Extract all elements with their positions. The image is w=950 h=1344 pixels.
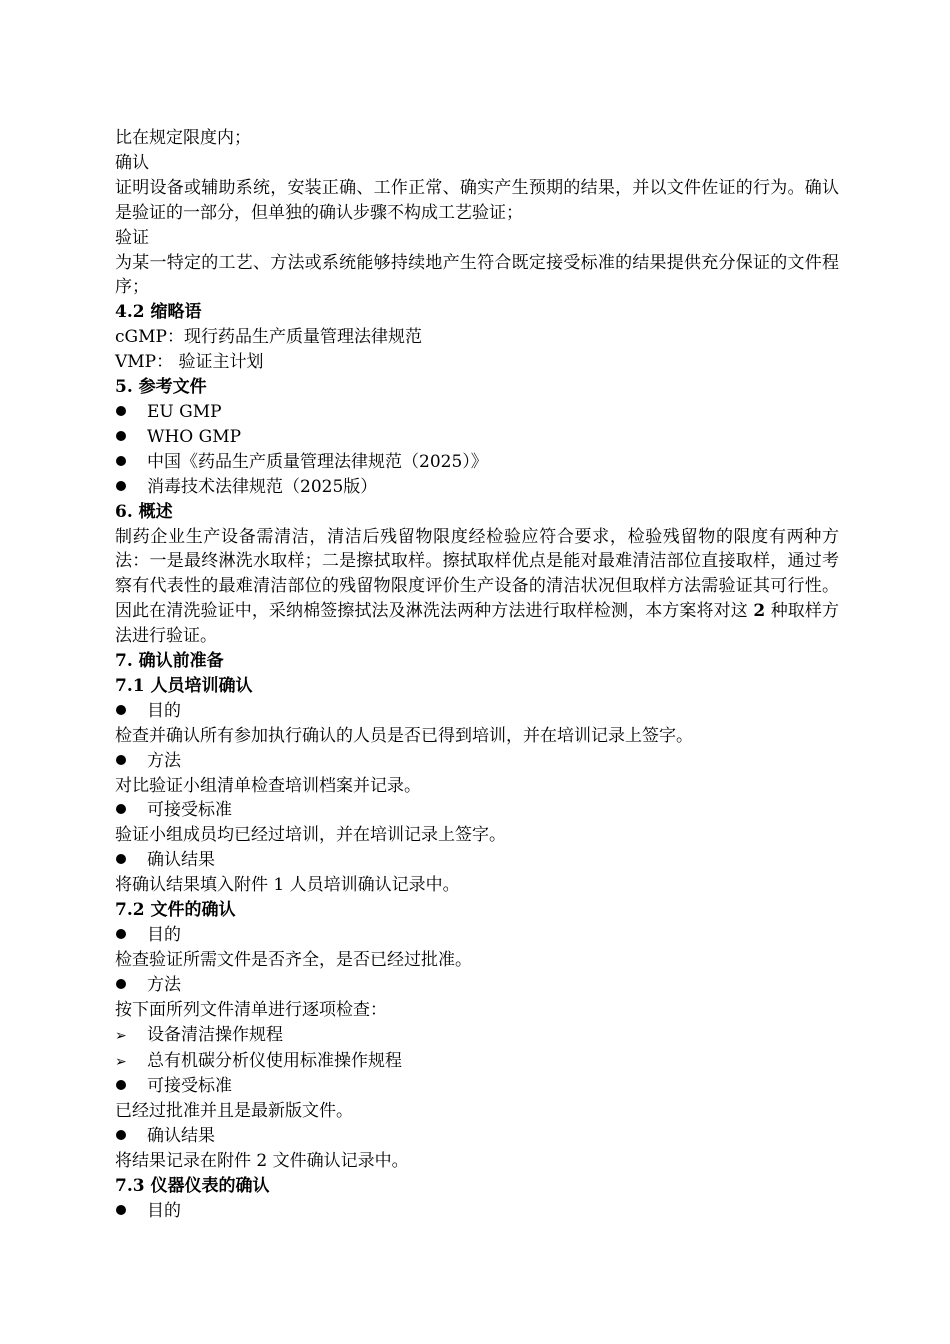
text-line: 检查并确认所有参加执行确认的人员是否已得到培训，并在培训记录上签字。 bbox=[115, 725, 693, 746]
list-item-text: 方法 bbox=[147, 974, 181, 995]
list-item-text: 总有机碳分析仪使用标准操作规程 bbox=[147, 1050, 402, 1071]
bullet-icon bbox=[115, 475, 147, 500]
bullet-item bbox=[115, 749, 839, 774]
bullet-icon bbox=[115, 425, 147, 450]
bullet-icon bbox=[115, 450, 147, 475]
bullet-item bbox=[115, 848, 839, 873]
section-heading: 7.2 文件的确认 bbox=[115, 900, 236, 921]
list-item-text: EU GMP bbox=[147, 401, 222, 422]
text-line: cGMP：现行药品生产质量管理法律规范 bbox=[115, 327, 422, 348]
list-item-text: 方法 bbox=[147, 750, 181, 771]
bullet-icon bbox=[115, 749, 147, 774]
text-line: 将结果记录在附件 2 文件确认记录中。 bbox=[115, 1151, 409, 1172]
bullet-icon bbox=[115, 1199, 147, 1224]
list-item-text: 确认结果 bbox=[147, 1126, 215, 1147]
paragraph-emphasis: 2 bbox=[753, 601, 766, 622]
list-item-text: 目的 bbox=[147, 925, 181, 945]
text-line: 对比验证小组清单检查培训档案并记录。 bbox=[115, 775, 421, 796]
text-line: 检查验证所需文件是否齐全，是否已经过批准。 bbox=[115, 949, 472, 970]
section-heading: 5. 参考文件 bbox=[115, 377, 207, 398]
bullet-item bbox=[115, 1124, 839, 1149]
arrow-item bbox=[115, 1023, 839, 1049]
paragraph: 为某一特定的工艺、方法或系统能够持续地产生符合既定接受标准的结果提供充分保证的文件程序； bbox=[115, 252, 839, 298]
text-line: 确认 bbox=[115, 152, 149, 173]
bullet-item bbox=[115, 450, 839, 475]
list-item-text: 设备清洁操作规程 bbox=[147, 1024, 283, 1045]
text-line: 验证小组成员均已经过培训，并在培训记录上签字。 bbox=[115, 825, 506, 846]
bullet-icon bbox=[115, 923, 147, 948]
text-line: 比在规定限度内； bbox=[115, 128, 251, 148]
bullet-item bbox=[115, 923, 839, 948]
paragraph-text: 制药企业生产设备需清洁，清洁后残留物限度经检验应符合要求，检验残留物的限度有两种方法：一是最终淋洗水取样；二是擦拭取样。擦拭取样优点是能对最难清洁部位直接取样，通过考察有代表性的最难清洁部位的残留物限度评价生产设备的清洁状况但取样方法需验证其可行性。因此在清洗验证中，采纳棉签擦拭法及淋洗法两种方法进行取样检测，本方案将对这 bbox=[115, 526, 839, 622]
bullet-icon bbox=[115, 848, 147, 873]
bullet-icon bbox=[115, 973, 147, 998]
bullet-icon bbox=[115, 798, 147, 823]
bullet-icon bbox=[115, 1124, 147, 1149]
list-item-text: 中国《药品生产质量管理法律规范（2025）》 bbox=[147, 451, 488, 472]
text-line: 将确认结果填入附件 1 人员培训确认记录中。 bbox=[115, 875, 460, 896]
paragraph-tail: 种取样方法进行验证。 bbox=[115, 601, 840, 647]
list-item-text: 目的 bbox=[147, 1200, 181, 1221]
section-heading: 7.1 人员培训确认 bbox=[115, 675, 253, 696]
list-item-text: 消毒技术法律规范（2025版） bbox=[147, 476, 378, 497]
bullet-item bbox=[115, 400, 839, 425]
arrow-bullet-icon: ➢ bbox=[115, 1027, 127, 1044]
bullet-item bbox=[115, 699, 839, 724]
list-item-text: 目的 bbox=[147, 700, 181, 721]
text-line: 已经过批准并且是最新版文件。 bbox=[115, 1101, 353, 1122]
bullet-icon bbox=[115, 1074, 147, 1099]
arrow-item bbox=[115, 1049, 839, 1075]
arrow-bullet-icon: ➢ bbox=[115, 1053, 127, 1070]
paragraph: 证明设备或辅助系统，安装正确、工作正常、确实产生预期的结果，并以文件佐证的行为。确认是验证的一部分，但单独的确认步骤不构成工艺验证； bbox=[115, 177, 839, 223]
text-line: 按下面所列文件清单进行逐项检查： bbox=[115, 999, 387, 1020]
bullet-icon bbox=[115, 400, 147, 425]
section-heading: 7. 确认前准备 bbox=[115, 651, 224, 672]
bullet-item bbox=[115, 1074, 839, 1099]
list-item-text: 可接受标准 bbox=[147, 800, 232, 821]
section-heading: 7.3 仪器仪表的确认 bbox=[115, 1176, 270, 1197]
list-item-text: 可接受标准 bbox=[147, 1076, 232, 1097]
bullet-item bbox=[115, 1199, 839, 1224]
text-line: 验证 bbox=[115, 227, 149, 248]
bullet-item bbox=[115, 425, 839, 450]
text-line: VMP： 验证主计划 bbox=[115, 352, 264, 373]
bullet-item bbox=[115, 475, 839, 500]
list-item-text: WHO GMP bbox=[147, 426, 242, 447]
bullet-icon bbox=[115, 699, 147, 724]
list-item-text: 确认结果 bbox=[147, 850, 215, 871]
section-heading: 6. 概述 bbox=[115, 501, 173, 522]
section-heading: 4.2 缩略语 bbox=[115, 302, 202, 323]
bullet-item bbox=[115, 798, 839, 823]
bullet-item bbox=[115, 973, 839, 998]
paragraph bbox=[115, 525, 839, 650]
document-body bbox=[115, 126, 839, 1224]
